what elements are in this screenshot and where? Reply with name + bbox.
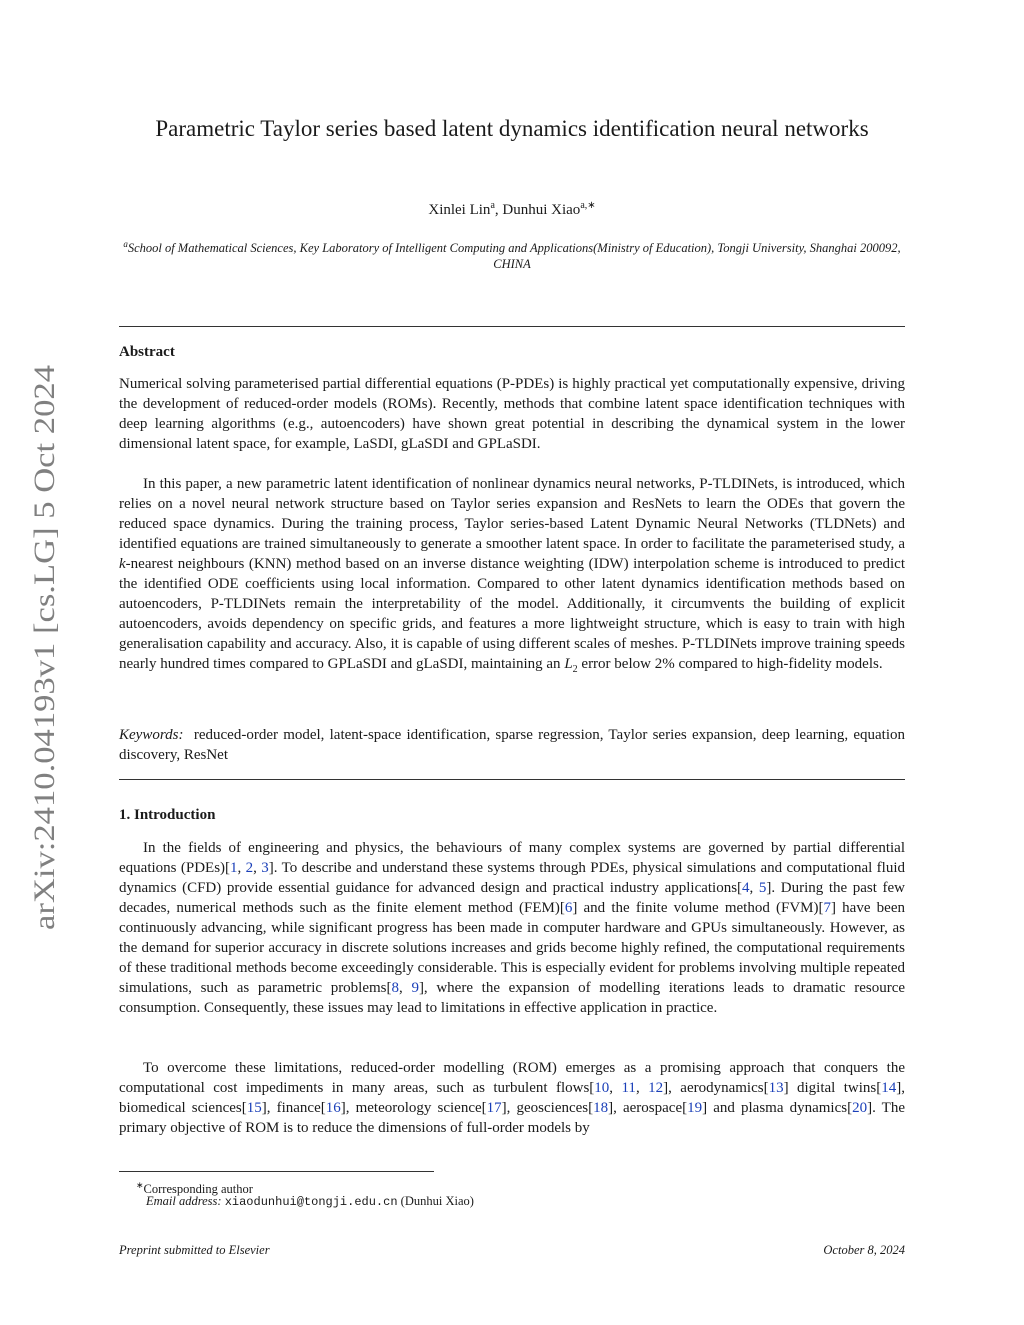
author-affil-mark: a,∗	[580, 200, 596, 211]
citation-link[interactable]: 15	[246, 1100, 262, 1116]
email-link[interactable]: xiaodunhui@tongji.edu.cn	[224, 1195, 398, 1209]
body-text: ], biomedical sciences[	[119, 1080, 906, 1116]
keywords-label: Keywords:	[119, 727, 184, 743]
footnote-email	[146, 1193, 932, 1210]
citation-link[interactable]: 9	[411, 980, 419, 996]
math-k: k	[119, 556, 126, 572]
body-text: To overcome these limitations, reduced-order modelling (ROM) emerges as a promising approach that conquers the computational cost impediments in many areas, such as turbulent flows[	[119, 1060, 905, 1096]
arxiv-stamp-text: arXiv:2410.04193v1 [cs.LG] 5 Oct 2024	[28, 440, 61, 930]
body-text: ]. The primary objective of ROM is to reduce the dimensions of full-order models by	[119, 1100, 905, 1136]
abstract-top-rule	[119, 326, 905, 327]
body-text: ]. To describe and understand these systems through PDEs, physical simulations and computational fluid dynamics (CFD) provide essential guidance for advanced design and practical industry applications[	[119, 860, 906, 896]
author-name: Xinlei Lin	[428, 202, 491, 218]
abstract-paragraph-2	[119, 474, 905, 680]
footnote-mark: ∗	[136, 1180, 144, 1190]
body-text: ]. During the past few decades, numerical methods such as the finite element method (FEM)[	[119, 880, 906, 916]
abstract-bottom-rule	[119, 779, 905, 780]
body-text: ] have been continuously advancing, while significant progress has been made in computer hardware and GPUs simultaneously. However, as the demand for superior accuracy in discrete solutions increases and grids become highly refined, the computational requirements of these traditional methods become exceedingly considerable. This is especially evident for problems involving multiple repeated simulations, such as parametric problems[	[119, 900, 905, 996]
author-list	[120, 200, 904, 219]
body-text: ], finance[	[261, 1100, 326, 1116]
body-text: ], meteorology science[	[340, 1100, 487, 1116]
abstract-text: -nearest neighbours (KNN) method based on an inverse distance weighting (IDW) interpolation scheme is introduced to predict the identified ODE coefficients using local information. Compared to other latent dynamics identification methods based on autoencoders, P-TLDINets remain the interpretability of the model. Additionally, it circumvents the building of explicit autoencoders, avoids dependency on specific grids, and features a more lightweight structure, which is easy to train with high generalisation capability and accuracy. Also, it is capable of using different scales of meshes. P-TLDINets improve training speeds nearly hundred times compared to GPLaSDI and gLaSDI, maintaining an	[119, 556, 905, 672]
citation-link[interactable]: 13	[768, 1080, 784, 1096]
author-affil-mark: a	[490, 200, 495, 211]
body-text: ], aerodynamics[	[663, 1080, 769, 1096]
footnote-corresponding-text: Corresponding author	[143, 1182, 253, 1197]
citation-link[interactable]: 12	[648, 1080, 664, 1096]
citation-link[interactable]: 1	[230, 860, 238, 876]
abstract-paragraph-1: Numerical solving parameterised partial differential equations (P-PDEs) is highly practical yet computationally expensive, driving the development of reduced-order models (ROMs). Recently, methods that combine latent space identification techniques with deep learning algorithms (e.g., autoencoders) have shown great potential in describing the dynamical system in the lower dimensional latent space, for example, LaSDI, gLaSDI and GPLaSDI.	[119, 376, 905, 452]
email-owner: (Dunhui Xiao)	[400, 1194, 474, 1208]
body-text: In the fields of engineering and physics, the behaviours of many complex systems are governed by partial differential equations (PDEs)[	[119, 840, 905, 876]
citation-link[interactable]: 11	[621, 1080, 636, 1096]
citation-link[interactable]: 19	[687, 1100, 703, 1116]
footnote-rule	[119, 1171, 434, 1172]
citation-link[interactable]: 7	[823, 900, 831, 916]
author-separator: ,	[494, 202, 503, 218]
body-text: ] and plasma dynamics[	[702, 1100, 853, 1116]
email-label: Email address:	[146, 1194, 222, 1208]
body-text: ,	[237, 860, 246, 876]
citation-link[interactable]: 14	[881, 1080, 897, 1096]
citation-link[interactable]: 3	[261, 860, 269, 876]
affiliation	[120, 236, 904, 272]
citation-link[interactable]: 17	[486, 1100, 502, 1116]
citation-link[interactable]: 20	[852, 1100, 868, 1116]
body-text: ,	[635, 1080, 649, 1096]
keywords-text: reduced-order model, latent-space identification, sparse regression, Taylor series expansion, deep learning, equation discovery, ResNet	[119, 727, 905, 763]
intro-paragraph-1	[119, 838, 905, 1018]
body-text: ], aerospace[	[608, 1100, 688, 1116]
affiliation-mark: a	[123, 239, 128, 249]
citation-link[interactable]: 8	[391, 980, 400, 996]
body-text: ,	[749, 880, 759, 896]
body-text: ], geosciences[	[501, 1100, 594, 1116]
math-L: L	[564, 656, 573, 672]
math-L-subscript: 2	[572, 664, 578, 675]
body-text: ,	[253, 860, 262, 876]
footer-preprint-note: Preprint submitted to Elsevier	[119, 1243, 270, 1257]
body-text: ] digital twins[	[783, 1080, 882, 1096]
citation-link[interactable]: 2	[245, 860, 254, 876]
section-heading-introduction: 1. Introduction	[119, 807, 216, 823]
abstract-text: In this paper, a new parametric latent identification of nonlinear dynamics neural networks, P-TLDINets, is introduced, which relies on a novel neural network structure based on Taylor series expansion and ResNets to learn the ODEs that govern the reduced space dynamics. During the training process, Taylor series-based Latent Dynamic Neural Networks (TLDNets) and identified equations are trained simultaneously to generate a smoother latent space. In order to facilitate the parameterised study, a	[119, 476, 905, 552]
citation-link[interactable]: 16	[325, 1100, 341, 1116]
body-text: ], where the expansion of modelling iterations leads to dramatic resource consumption. Consequently, these issues may lead to limitations in effective application in practice.	[119, 980, 906, 1016]
body-text: ,	[609, 1080, 622, 1096]
citation-link[interactable]: 18	[593, 1100, 609, 1116]
citation-link[interactable]: 10	[594, 1080, 610, 1096]
abstract-text: error below 2% compared to high-fidelity models.	[577, 656, 883, 672]
paper-title: Parametric Taylor series based latent dynamics identification neural networks	[155, 116, 869, 141]
body-text: ,	[399, 980, 412, 996]
intro-paragraph-2	[119, 1058, 905, 1138]
citation-link[interactable]: 6	[564, 900, 573, 916]
citation-link[interactable]: 4	[742, 880, 750, 896]
affiliation-text: School of Mathematical Sciences, Key Laboratory of Intelligent Computing and Applications(Ministry of Education), Tongji University, Shanghai 200092, CHINA	[127, 241, 901, 272]
abstract-heading: Abstract	[119, 344, 175, 360]
author-name: Dunhui Xiao	[502, 202, 581, 218]
keywords	[119, 725, 905, 765]
citation-link[interactable]: 5	[758, 880, 767, 896]
arxiv-side-stamp	[22, 365, 66, 930]
body-text: ] and the finite volume method (FVM)[	[572, 900, 824, 916]
footer-date: October 8, 2024	[823, 1243, 905, 1257]
